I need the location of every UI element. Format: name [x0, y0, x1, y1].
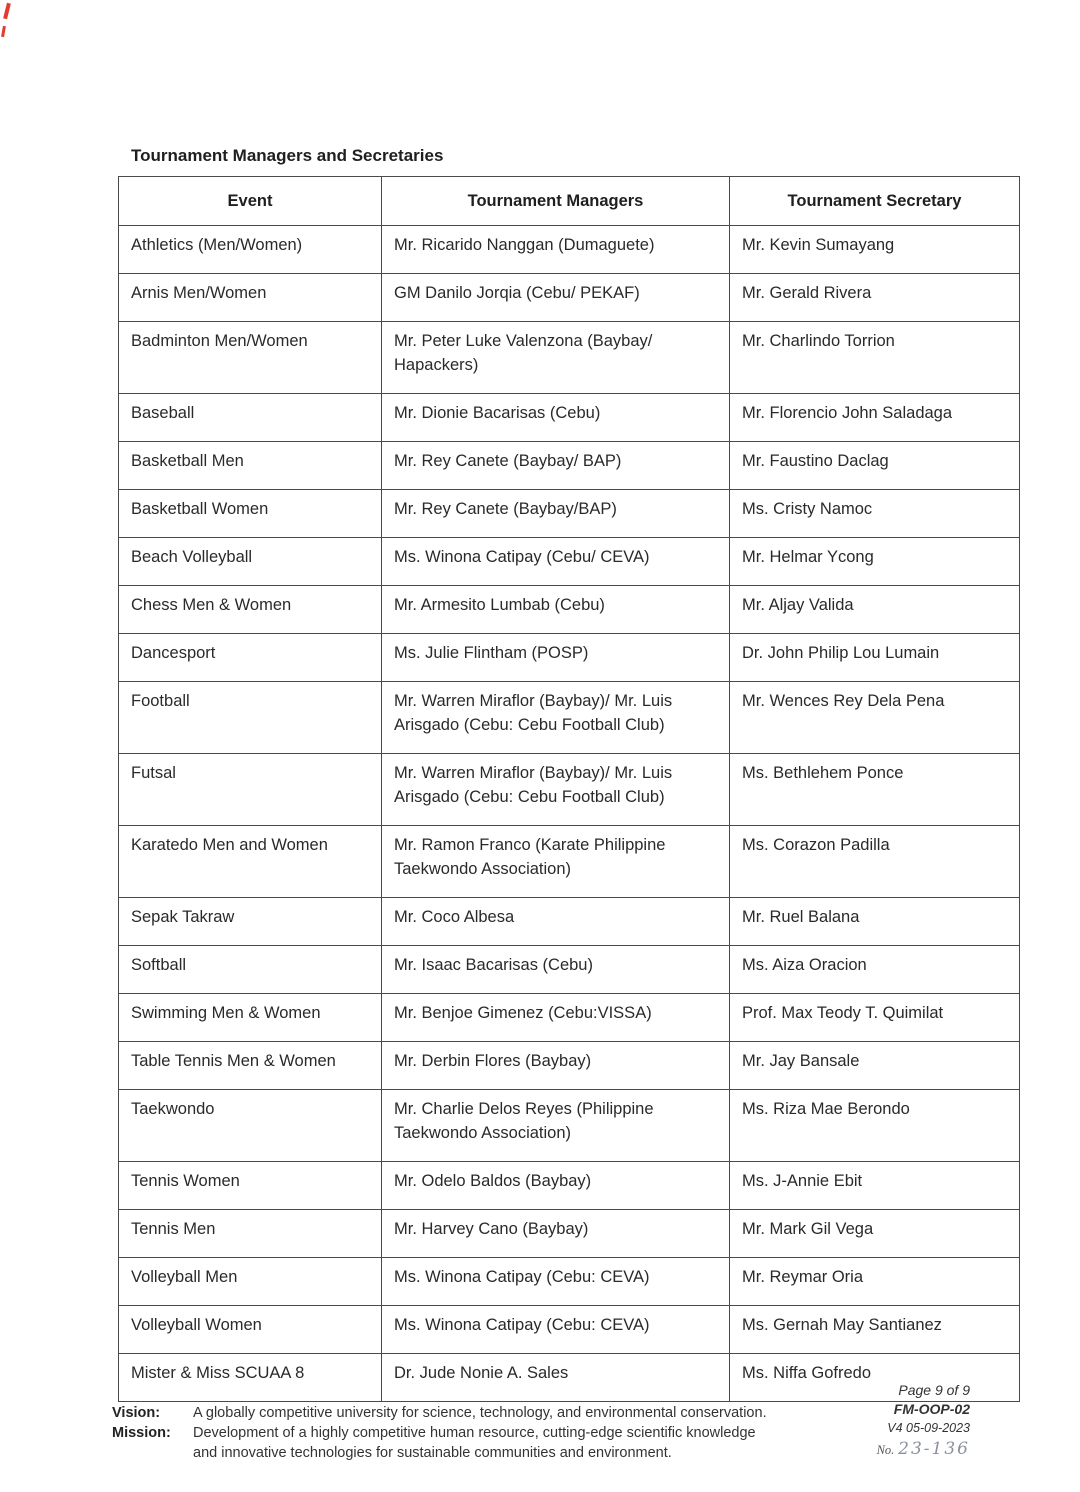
mission-text: Development of a highly competitive human resource, cutting-edge scientific knowledge and innovative technologies for sustainable communities and environment. — [193, 1425, 756, 1461]
event-cell: Arnis Men/Women — [119, 274, 382, 322]
secretary-cell: Mr. Jay Bansale — [730, 1042, 1020, 1090]
table-header-row — [119, 177, 1020, 226]
event-cell: Taekwondo — [119, 1090, 382, 1162]
table-row — [119, 1210, 1020, 1258]
manager-cell: Ms. Julie Flintham (POSP) — [382, 634, 730, 682]
table-row — [119, 394, 1020, 442]
manager-cell: Mr. Charlie Delos Reyes (Philippine Taekwondo Association) — [382, 1090, 730, 1162]
table-row — [119, 586, 1020, 634]
secretary-cell: Mr. Gerald Rivera — [730, 274, 1020, 322]
manager-cell: Ms. Winona Catipay (Cebu: CEVA) — [382, 1306, 730, 1354]
scan-artifact-mark — [1, 26, 6, 37]
form-version: V4 05-09-2023 — [887, 1421, 970, 1435]
manager-cell: Ms. Winona Catipay (Cebu: CEVA) — [382, 1258, 730, 1306]
event-cell: Softball — [119, 946, 382, 994]
secretary-cell: Ms. Corazon Padilla — [730, 826, 1020, 898]
manager-cell: Mr. Rey Canete (Baybay/ BAP) — [382, 442, 730, 490]
table-row — [119, 634, 1020, 682]
manager-cell: Mr. Warren Miraflor (Baybay)/ Mr. Luis Arisgado (Cebu: Cebu Football Club) — [382, 682, 730, 754]
event-cell: Mister & Miss SCUAA 8 — [119, 1354, 382, 1402]
vision-label: Vision: — [112, 1405, 161, 1421]
vision-text: A globally competitive university for science, technology, and environmental conservation. — [193, 1405, 767, 1421]
column-header: Event — [119, 177, 382, 226]
column-header: Tournament Managers — [382, 177, 730, 226]
table-row — [119, 946, 1020, 994]
table-row — [119, 826, 1020, 898]
secretary-cell: Mr. Faustino Daclag — [730, 442, 1020, 490]
secretary-cell: Dr. John Philip Lou Lumain — [730, 634, 1020, 682]
manager-cell: Mr. Odelo Baldos (Baybay) — [382, 1162, 730, 1210]
event-cell: Basketball Women — [119, 490, 382, 538]
event-cell: Karatedo Men and Women — [119, 826, 382, 898]
handwritten-number: 23-136 — [898, 1439, 970, 1459]
table-row — [119, 226, 1020, 274]
vision-mission-block — [112, 1403, 778, 1463]
table-row — [119, 994, 1020, 1042]
table-row — [119, 754, 1020, 826]
event-cell: Tennis Women — [119, 1162, 382, 1210]
scan-artifact-mark — [3, 3, 11, 19]
event-cell: Futsal — [119, 754, 382, 826]
manager-cell: Mr. Dionie Bacarisas (Cebu) — [382, 394, 730, 442]
manager-cell: Mr. Peter Luke Valenzona (Baybay/ Hapackers) — [382, 322, 730, 394]
table-row — [119, 274, 1020, 322]
event-cell: Dancesport — [119, 634, 382, 682]
manager-cell: Mr. Derbin Flores (Baybay) — [382, 1042, 730, 1090]
table-row — [119, 322, 1020, 394]
table-row — [119, 1306, 1020, 1354]
event-cell: Tennis Men — [119, 1210, 382, 1258]
secretary-cell: Ms. Aiza Oracion — [730, 946, 1020, 994]
manager-cell: Mr. Isaac Bacarisas (Cebu) — [382, 946, 730, 994]
secretary-cell: Ms. Bethlehem Ponce — [730, 754, 1020, 826]
event-cell: Swimming Men & Women — [119, 994, 382, 1042]
manager-cell: Mr. Warren Miraflor (Baybay)/ Mr. Luis Arisgado (Cebu: Cebu Football Club) — [382, 754, 730, 826]
table-row — [119, 898, 1020, 946]
event-cell: Table Tennis Men & Women — [119, 1042, 382, 1090]
manager-cell: Mr. Benjoe Gimenez (Cebu:VISSA) — [382, 994, 730, 1042]
table-row — [119, 1162, 1020, 1210]
mission-label: Mission: — [112, 1425, 171, 1441]
secretary-cell: Mr. Mark Gil Vega — [730, 1210, 1020, 1258]
table-row — [119, 1090, 1020, 1162]
secretary-cell: Ms. Cristy Namoc — [730, 490, 1020, 538]
event-cell: Athletics (Men/Women) — [119, 226, 382, 274]
manager-cell: Mr. Ramon Franco (Karate Philippine Taekwondo Association) — [382, 826, 730, 898]
manager-cell: Mr. Harvey Cano (Baybay) — [382, 1210, 730, 1258]
form-code: FM-OOP-02 — [893, 1401, 970, 1417]
secretary-cell: Mr. Florencio John Saladaga — [730, 394, 1020, 442]
secretary-cell: Ms. Niffa Gofredo — [730, 1354, 1020, 1402]
secretary-cell: Mr. Ruel Balana — [730, 898, 1020, 946]
table-row — [119, 442, 1020, 490]
secretary-cell: Mr. Charlindo Torrion — [730, 322, 1020, 394]
secretary-cell: Ms. Riza Mae Berondo — [730, 1090, 1020, 1162]
table-row — [119, 1042, 1020, 1090]
secretary-cell: Ms. Gernah May Santianez — [730, 1306, 1020, 1354]
manager-cell: Ms. Winona Catipay (Cebu/ CEVA) — [382, 538, 730, 586]
manager-cell: Mr. Armesito Lumbab (Cebu) — [382, 586, 730, 634]
event-cell: Basketball Men — [119, 442, 382, 490]
secretary-cell: Mr. Reymar Oria — [730, 1258, 1020, 1306]
column-header: Tournament Secretary — [730, 177, 1020, 226]
event-cell: Volleyball Women — [119, 1306, 382, 1354]
event-cell: Beach Volleyball — [119, 538, 382, 586]
event-cell: Badminton Men/Women — [119, 322, 382, 394]
vision-row — [112, 1403, 778, 1423]
page-title: Tournament Managers and Secretaries — [131, 146, 444, 165]
event-cell: Sepak Takraw — [119, 898, 382, 946]
page-number: Page 9 of 9 — [898, 1382, 970, 1398]
secretary-cell: Mr. Helmar Ycong — [730, 538, 1020, 586]
manager-cell: Mr. Rey Canete (Baybay/BAP) — [382, 490, 730, 538]
managers-table — [118, 176, 1020, 1402]
manager-cell: GM Danilo Jorqia (Cebu/ PEKAF) — [382, 274, 730, 322]
secretary-cell: Prof. Max Teody T. Quimilat — [730, 994, 1020, 1042]
number-label: No. — [876, 1443, 895, 1457]
document-number — [877, 1440, 970, 1460]
event-cell: Football — [119, 682, 382, 754]
page-footer — [112, 1381, 970, 1463]
secretary-cell: Mr. Aljay Valida — [730, 586, 1020, 634]
table-row — [119, 538, 1020, 586]
event-cell: Chess Men & Women — [119, 586, 382, 634]
manager-cell: Mr. Ricarido Nanggan (Dumaguete) — [382, 226, 730, 274]
mission-row — [112, 1423, 778, 1463]
document-meta-block — [877, 1381, 970, 1460]
table-row — [119, 490, 1020, 538]
event-cell: Baseball — [119, 394, 382, 442]
secretary-cell: Mr. Kevin Sumayang — [730, 226, 1020, 274]
table-row — [119, 682, 1020, 754]
manager-cell: Mr. Coco Albesa — [382, 898, 730, 946]
table-row — [119, 1258, 1020, 1306]
secretary-cell: Mr. Wences Rey Dela Pena — [730, 682, 1020, 754]
manager-cell: Dr. Jude Nonie A. Sales — [382, 1354, 730, 1402]
secretary-cell: Ms. J-Annie Ebit — [730, 1162, 1020, 1210]
event-cell: Volleyball Men — [119, 1258, 382, 1306]
